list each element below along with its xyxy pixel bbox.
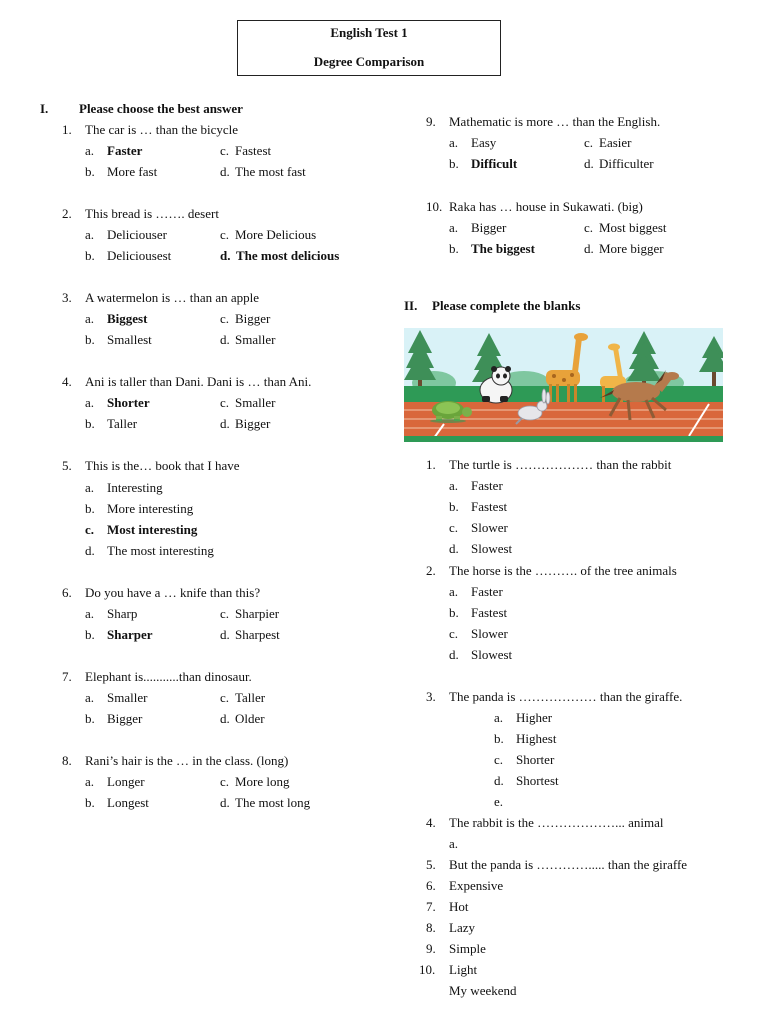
option-letter: b.: [449, 241, 459, 256]
question-number: 8.: [426, 920, 436, 935]
question-text: Elephant is...........than dinosaur.: [85, 669, 252, 684]
option-letter: c.: [449, 626, 459, 641]
option-letter: c.: [584, 135, 594, 150]
question-text: Light: [449, 962, 478, 977]
option-letter: c.: [220, 143, 230, 158]
option-letter: a.: [449, 135, 459, 150]
question-number: 9.: [426, 941, 436, 956]
option-letter: a.: [85, 227, 95, 242]
question-number: 10.: [419, 962, 436, 977]
question-text: A watermelon is … than an apple: [85, 290, 260, 305]
question-text: Lazy: [449, 920, 475, 935]
option-letter: c.: [584, 220, 594, 235]
question-number: 10.: [426, 199, 443, 214]
option-text[interactable]: Easy: [471, 135, 497, 150]
question-number: 1.: [426, 457, 436, 472]
option-text[interactable]: Highest: [516, 731, 557, 746]
option-text[interactable]: Smallest: [107, 332, 152, 347]
option-letter: b.: [85, 248, 95, 263]
option-text[interactable]: Bigger: [107, 711, 143, 726]
option-letter: b.: [449, 499, 459, 514]
question-text: This bread is ……. desert: [85, 206, 219, 221]
option-text[interactable]: Slower: [471, 520, 508, 535]
question-number: 7.: [62, 669, 72, 684]
race-illustration: [404, 328, 723, 442]
question-number: 7.: [426, 899, 436, 914]
option-letter: a.: [449, 584, 459, 599]
option-text[interactable]: Smaller: [235, 332, 276, 347]
option-text[interactable]: Bigger: [235, 311, 271, 326]
option-text[interactable]: Smaller: [107, 690, 148, 705]
option-letter: d.: [220, 627, 230, 642]
option-letter: a.: [85, 395, 95, 410]
option-text[interactable]: Deliciousest: [107, 248, 172, 263]
option-text[interactable]: Interesting: [107, 480, 163, 495]
question-text: The turtle is ……………… than the rabbit: [449, 457, 672, 472]
option-letter: b.: [85, 795, 95, 810]
option-text[interactable]: Taller: [107, 416, 138, 431]
option-letter: a.: [85, 143, 95, 158]
question-number: 9.: [426, 114, 436, 129]
option-text[interactable]: The biggest: [471, 241, 535, 256]
option-letter: d.: [449, 647, 459, 662]
trailing-text: My weekend: [449, 983, 517, 998]
option-text[interactable]: Longer: [107, 774, 145, 789]
option-letter: a.: [85, 690, 95, 705]
race-scene-image: [404, 328, 723, 442]
option-letter: d.: [85, 543, 95, 558]
question-number: 2.: [426, 563, 436, 578]
question-number: 8.: [62, 753, 72, 768]
question-text: Ani is taller than Dani. Dani is … than Ani.: [85, 374, 312, 389]
option-text[interactable]: Sharp: [107, 606, 138, 621]
option-text[interactable]: Sharpier: [235, 606, 280, 621]
option-letter: c.: [220, 395, 230, 410]
option-text[interactable]: Slower: [471, 626, 508, 641]
option-text[interactable]: Bigger: [235, 416, 271, 431]
option-letter: e.: [494, 794, 504, 809]
option-letter: a.: [449, 836, 459, 851]
option-text[interactable]: Shortest: [516, 773, 559, 788]
option-text[interactable]: More fast: [107, 164, 158, 179]
option-text[interactable]: Shorter: [516, 752, 555, 767]
question-text: The rabbit is the ………………... animal: [449, 815, 664, 830]
option-text[interactable]: The most delicious: [236, 248, 340, 263]
question-text: But the panda is …………..... than the giraffe: [449, 857, 688, 872]
option-text[interactable]: Deliciouser: [107, 227, 167, 242]
option-letter: d.: [584, 156, 594, 171]
question-number: 3.: [426, 689, 436, 704]
option-text[interactable]: Most interesting: [107, 522, 198, 537]
option-letter: b.: [85, 332, 95, 347]
question-number: 6.: [62, 585, 72, 600]
section2-heading: Please complete the blanks: [432, 298, 581, 313]
question-text: The panda is ……………… than the giraffe.: [449, 689, 683, 704]
option-letter: d.: [220, 711, 230, 726]
option-text[interactable]: Easier: [599, 135, 632, 150]
question-number: 4.: [62, 374, 72, 389]
section1-numeral: I.: [40, 101, 49, 116]
test-title: English Test 1: [330, 25, 408, 40]
option-text[interactable]: The most interesting: [107, 543, 214, 558]
option-text[interactable]: Biggest: [107, 311, 148, 326]
option-letter: a.: [85, 774, 95, 789]
option-text[interactable]: More interesting: [107, 501, 194, 516]
test-subtitle: Degree Comparison: [313, 54, 425, 69]
option-letter: d.: [449, 541, 459, 556]
option-text[interactable]: Faster: [107, 143, 143, 158]
question-text: Hot: [449, 899, 469, 914]
question-number: 3.: [62, 290, 72, 305]
option-letter: b.: [494, 731, 504, 746]
option-letter: b.: [85, 627, 95, 642]
option-text[interactable]: The most fast: [235, 164, 306, 179]
option-letter: c.: [220, 311, 230, 326]
option-letter: d.: [494, 773, 504, 788]
option-letter: b.: [85, 416, 95, 431]
option-letter: c.: [85, 522, 95, 537]
option-text[interactable]: Slowest: [471, 647, 513, 662]
question-text: Do you have a … knife than this?: [85, 585, 261, 600]
question-number: 5.: [426, 857, 436, 872]
title-box: [237, 20, 501, 76]
option-letter: a.: [85, 606, 95, 621]
option-letter: a.: [449, 220, 459, 235]
option-letter: d.: [220, 248, 231, 263]
option-text[interactable]: Faster: [471, 478, 503, 493]
option-text[interactable]: Fastest: [471, 605, 508, 620]
question-text: Raka has … house in Sukawati. (big): [449, 199, 643, 214]
question-number: 6.: [426, 878, 436, 893]
question-text: Simple: [449, 941, 486, 956]
option-letter: c.: [220, 606, 230, 621]
option-text[interactable]: Fastest: [235, 143, 272, 158]
option-text[interactable]: Taller: [235, 690, 266, 705]
option-text[interactable]: More bigger: [599, 241, 664, 256]
option-text[interactable]: Most biggest: [599, 220, 667, 235]
option-letter: b.: [85, 711, 95, 726]
option-letter: a.: [449, 478, 459, 493]
question-number: 1.: [62, 122, 72, 137]
question-text: Rani’s hair is the … in the class. (long): [85, 753, 289, 768]
option-text[interactable]: Older: [235, 711, 265, 726]
question-number: 4.: [426, 815, 436, 830]
question-text: The car is … than the bicycle: [85, 122, 239, 137]
option-text[interactable]: Sharpest: [235, 627, 280, 642]
option-text[interactable]: The most long: [235, 795, 311, 810]
option-text[interactable]: More long: [235, 774, 290, 789]
question-number: 5.: [62, 458, 72, 473]
option-letter: a.: [494, 710, 504, 725]
section1-heading: Please choose the best answer: [79, 101, 243, 116]
option-letter: b.: [85, 164, 95, 179]
option-text[interactable]: Shorter: [107, 395, 150, 410]
question-text: This is the… book that I have: [85, 458, 240, 473]
option-letter: d.: [220, 164, 230, 179]
option-text[interactable]: Longest: [107, 795, 149, 810]
option-text[interactable]: Bigger: [471, 220, 507, 235]
option-letter: c.: [449, 520, 459, 535]
section2-numeral: II.: [404, 298, 418, 313]
option-letter: c.: [220, 690, 230, 705]
option-letter: d.: [220, 416, 230, 431]
option-letter: a.: [85, 480, 95, 495]
question-text: The horse is the ………. of the tree animals: [449, 563, 677, 578]
option-letter: d.: [584, 241, 594, 256]
option-text[interactable]: Difficult: [471, 156, 518, 171]
option-text[interactable]: Higher: [516, 710, 553, 725]
option-text[interactable]: Difficulter: [599, 156, 654, 171]
question-text: Expensive: [449, 878, 504, 893]
option-letter: b.: [449, 605, 459, 620]
option-text[interactable]: Faster: [471, 584, 503, 599]
option-text[interactable]: Slowest: [471, 541, 513, 556]
option-letter: c.: [494, 752, 504, 767]
option-text[interactable]: Sharper: [107, 627, 153, 642]
option-text[interactable]: Smaller: [235, 395, 276, 410]
option-letter: c.: [220, 774, 230, 789]
question-number: 2.: [62, 206, 72, 221]
option-text[interactable]: Fastest: [471, 499, 508, 514]
option-letter: d.: [220, 332, 230, 347]
option-letter: d.: [220, 795, 230, 810]
option-letter: c.: [220, 227, 230, 242]
option-text[interactable]: More Delicious: [235, 227, 317, 242]
option-letter: a.: [85, 311, 95, 326]
option-letter: b.: [449, 156, 459, 171]
question-text: Mathematic is more … than the English.: [449, 114, 661, 129]
option-letter: b.: [85, 501, 95, 516]
